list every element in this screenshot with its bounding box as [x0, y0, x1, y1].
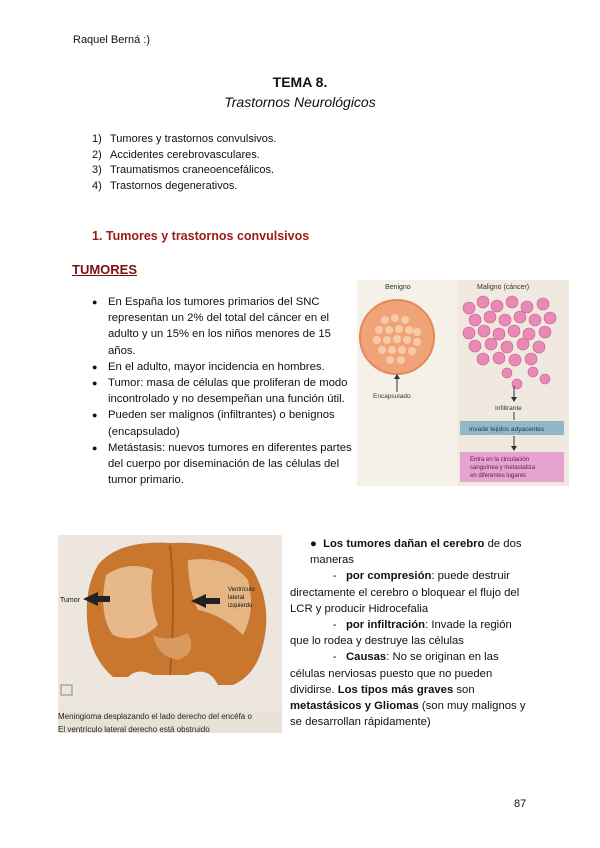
page-subtitle: Trastornos Neurológicos: [224, 94, 376, 110]
brain-meningioma-figure: [58, 535, 282, 733]
list-item: ● En España los tumores primarios del SNC representan un 2% del total del cáncer en el adulto y un 15% en los niños menores de 15 años.: [92, 294, 360, 359]
svg-text:Entra en la circulación: Entra en la circulación: [470, 457, 530, 463]
meningioma-tumor: [103, 566, 158, 638]
page-title: TEMA 8.: [272, 74, 328, 90]
tumor-bullet-list: [92, 294, 360, 488]
list-item: ● Tumor: masa de células que proliferan de modo incontrolado y no desempeñan una función útil.: [92, 375, 360, 407]
causes-item: - Causas: No se originan en las células nerviosas puesto que no pueden dividirse. Los tipos más graves son metastásicos y Gliomas (son muy malignos y se desarrollan rápidamente): [290, 651, 526, 729]
tumor-types-illustration: [357, 280, 569, 486]
infiltration-item: - por infiltración: Invade la región que lo rodea y destruye las células: [290, 619, 512, 648]
author-header: Raquel Berná :): [73, 34, 151, 46]
section-heading: 1. Tumores y trastornos convulsivos: [92, 229, 310, 243]
right-column-text: [290, 536, 530, 730]
svg-text:Ventrículo: Ventrículo: [228, 587, 255, 593]
page-number: 87: [514, 798, 527, 810]
svg-text:lateral: lateral: [228, 595, 245, 601]
toc-item: 3) Traumatismos craneoencefálicos.: [92, 164, 275, 176]
list-item: ● En el adulto, mayor incidencia en hombres.: [92, 359, 360, 375]
label-infiltrante: Infiltrante: [495, 405, 522, 412]
label-tumor: Tumor: [60, 597, 80, 604]
svg-text:izquierdo: izquierdo: [228, 603, 253, 609]
tumor-types-figure: [357, 280, 569, 486]
lead-paragraph: ● Los tumores dañan el cerebro de dos maneras: [310, 538, 522, 567]
label-encapsulado: Encapsulado: [373, 393, 411, 400]
svg-text:sanguínea y metastatiza: sanguínea y metastatiza: [470, 465, 536, 471]
list-item: ● Metástasis: nuevos tumores en diferentes partes del cuerpo por diseminación de las células del tumor primario.: [92, 440, 360, 489]
toc-item: 1) Tumores y trastornos convulsivos.: [92, 133, 277, 145]
label-maligno: Maligno (cáncer): [477, 284, 530, 291]
subheading-tumores: TUMORES: [72, 262, 137, 277]
list-item: ● Pueden ser malignos (infiltrantes) o benignos (encapsulado): [92, 407, 360, 439]
figure-caption: Meningioma desplazando el lado derecho del encéfa o El ventrículo lateral derecho está obstruido: [58, 712, 252, 734]
toc-item: 2) Accidentes cerebrovasculares.: [92, 148, 260, 161]
toc-item: 4) Trastornos degenerativos.: [92, 179, 238, 192]
svg-text:en diferentes lugares: en diferentes lugares: [470, 473, 527, 479]
label-benigno: Benigno: [385, 284, 411, 291]
table-of-contents: [92, 132, 276, 194]
svg-text:Invade tejidos adyacentes: Invade tejidos adyacentes: [469, 426, 545, 433]
compression-item: - por compresión: puede destruir directamente el cerebro o bloquear el flujo del LCR y producir Hidrocefalia: [290, 570, 520, 615]
brain-section-photo: [58, 535, 282, 711]
